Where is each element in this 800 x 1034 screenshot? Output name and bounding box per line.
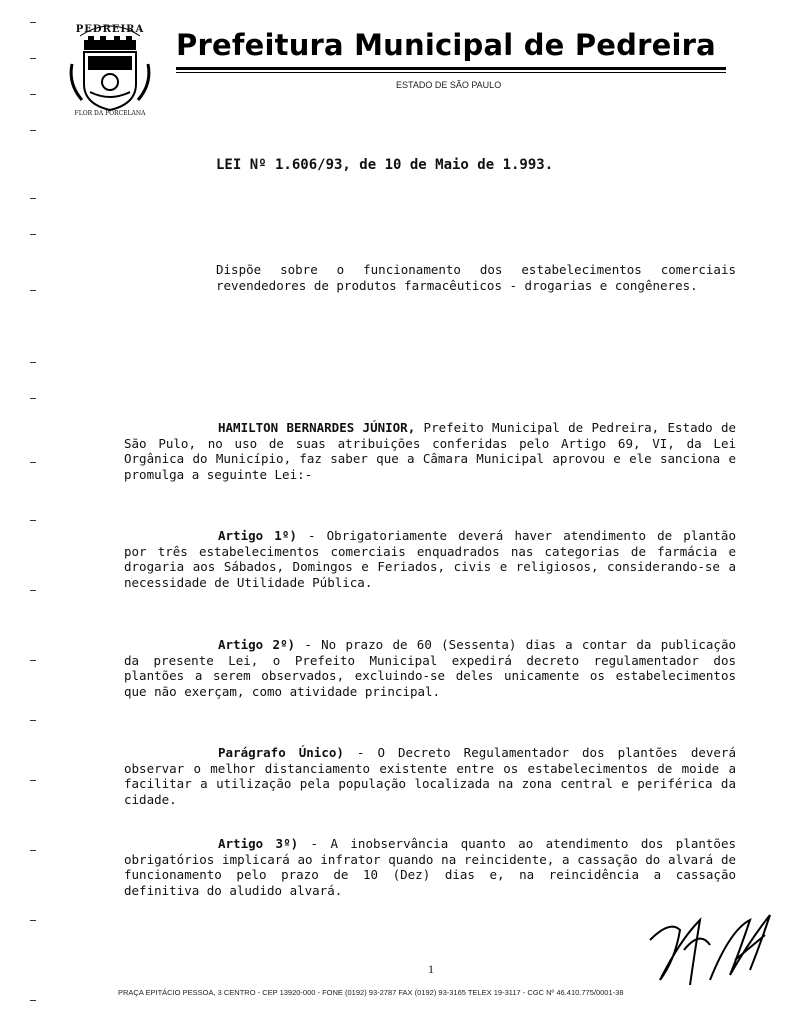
paragraph-sole-paragraph — [124, 745, 736, 807]
crest-top-text: PEDREIRA — [75, 24, 145, 35]
page-number: 1 — [428, 962, 434, 976]
paragraph-text: - No prazo de 60 (Sessenta) dias a contar da publicação da presente Lei, o Prefeito Municipal expedirá decreto regulamentador dos plantões a serem observados, excluindo-se deles unicamente os estabelecimentos que não exerçam, como atividade principal. — [124, 637, 736, 699]
municipal-crest-logo — [62, 14, 158, 122]
letterhead-footer: PRAÇA EPITÁCIO PESSOA, 3 CENTRO - CEP 13920-000 - FONE (0192) 93-2787 FAX (0192) 93-3165 TELEX 19-3117 - CGC Nº 46.410.775/0001-38 — [118, 988, 624, 997]
letterhead-rule-thin — [176, 72, 726, 73]
letterhead-state: ESTADO DE SÃO PAULO — [396, 80, 502, 90]
paragraph-lead: Parágrafo Único) — [218, 745, 344, 760]
paragraph-text: - A inobservância quanto ao atendimento dos plantões obrigatórios implicará ao infrator quando na reincidente, a cassação do alvará de funcionamento pelo prazo de 10 (Dez) dias e, na reincidência a cassação definitiva do aludido alvará. — [124, 836, 736, 898]
law-heading: LEI Nº 1.606/93, de 10 de Maio de 1.993. — [216, 157, 554, 173]
handwritten-signature — [640, 900, 780, 990]
paragraph-text: - O Decreto Regulamentador dos plantões deverá observar o melhor distanciamento existente entre os estabelecimentos de moide a facilitar a utilização pela população localizada na zona central e periférica da cidade. — [124, 745, 736, 807]
letterhead-rule — [176, 67, 726, 70]
paragraph-text: - Obrigatoriamente deverá haver atendimento de plantão por três estabelecimentos comerciais enquadrados nas categorias de farmácia e drogaria aos Sábados, Domingos e Feriados, civis e religiosos, considerando-se a necessidade de Utilidade Pública. — [124, 528, 736, 590]
paragraph-lead: Artigo 1º) — [218, 528, 297, 543]
paragraph-article-2 — [124, 637, 736, 699]
paragraph-lead: Artigo 2º) — [218, 637, 296, 652]
paragraph-lead: Artigo 3º) — [218, 836, 299, 851]
letterhead-title: Prefeitura Municipal de Pedreira — [176, 28, 716, 62]
paragraph-article-1 — [124, 528, 736, 590]
paragraph-article-3 — [124, 836, 736, 898]
law-summary: Dispõe sobre o funcionamento dos estabelecimentos comerciais revendedores de produtos farmacêuticos - drogarias e congêneres. — [216, 262, 736, 293]
crest-bottom-text: FLOR DA PORCELANA — [74, 110, 146, 117]
margin-marks — [30, 0, 46, 1034]
paragraph-preamble — [124, 420, 736, 482]
paragraph-lead: HAMILTON BERNARDES JÚNIOR, — [218, 420, 416, 435]
paragraph-text: Prefeito Municipal de Pedreira, Estado de São Pulo, no uso de suas atribuições conferidas pelo Artigo 69, VI, da Lei Orgânica do Município, faz saber que a Câmara Municipal aprovou e ele sanciona e promulga a seguinte Lei:- — [124, 420, 736, 482]
